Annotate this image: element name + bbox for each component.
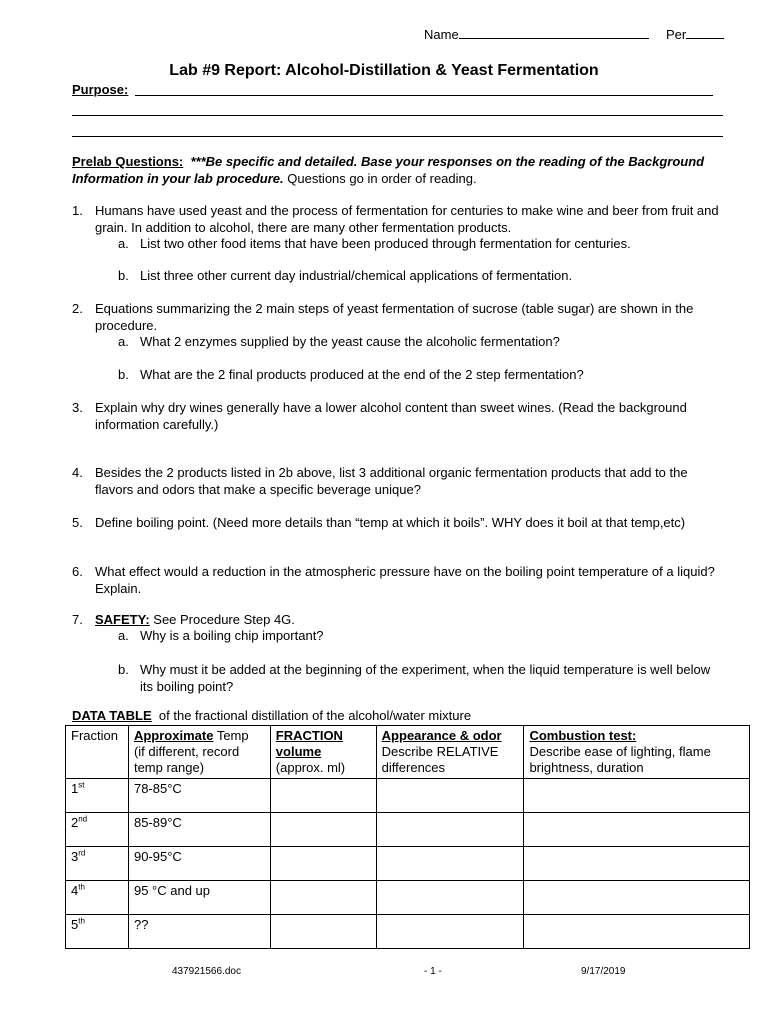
temp-cell: 95 °C and up — [128, 881, 270, 915]
question-text: Besides the 2 products listed in 2b above, list 3 additional organic fermentation products that add to the flavors and odors that make a specific beverage unique? — [95, 465, 688, 497]
data-table — [65, 725, 750, 949]
question-6 — [72, 563, 722, 597]
question-1a — [118, 235, 718, 252]
question-number: 7. — [72, 612, 83, 627]
sub-number: b. — [118, 367, 129, 382]
prelab-instructions: ***Be specific and detailed. Base your responses on the reading of the Background Information in your lab procedure. — [72, 154, 705, 186]
appearance-cell[interactable] — [376, 847, 524, 881]
name-label: Name — [424, 27, 459, 42]
footer-filename: 437921566.doc — [172, 966, 241, 977]
prelab-heading: Prelab Questions: — [72, 154, 184, 169]
combustion-cell[interactable] — [524, 779, 750, 813]
combustion-cell[interactable] — [524, 881, 750, 915]
purpose-label: Purpose: — [72, 82, 129, 97]
fraction-cell: 2nd — [66, 813, 129, 847]
question-3 — [72, 399, 722, 433]
appearance-cell[interactable] — [376, 813, 524, 847]
volume-cell[interactable] — [270, 779, 376, 813]
question-number: 3. — [72, 400, 83, 415]
question-number: 2. — [72, 301, 83, 316]
fraction-cell: 4th — [66, 881, 129, 915]
question-text: Humans have used yeast and the process of fermentation for centuries to make wine and beer from fruit and grain. In addition to alcohol, there are many other fermentation products. — [95, 203, 719, 235]
sub-text: Why is a boiling chip important? — [140, 628, 324, 643]
period-label: Per — [665, 27, 687, 42]
volume-cell[interactable] — [270, 915, 376, 949]
question-5 — [72, 514, 722, 531]
question-number: 6. — [72, 564, 83, 579]
prelab-intro — [72, 153, 712, 187]
data-table-caption-text: of the fractional distillation of the alcohol/water mixture — [151, 708, 472, 723]
table-row — [66, 779, 750, 813]
question-7 — [72, 611, 722, 628]
footer-date: 9/17/2019 — [581, 966, 626, 977]
appearance-cell[interactable] — [376, 915, 524, 949]
table-header-row — [66, 726, 750, 779]
temp-cell: 90-95°C — [128, 847, 270, 881]
sub-text: List three other current day industrial/chemical applications of fermentation. — [140, 268, 573, 283]
question-text: Explain why dry wines generally have a lower alcohol content than sweet wines. (Read the background information carefully.) — [95, 400, 687, 432]
combustion-cell[interactable] — [524, 813, 750, 847]
question-2b — [118, 366, 718, 383]
purpose-line-3[interactable] — [72, 136, 723, 137]
appearance-cell[interactable] — [376, 779, 524, 813]
fraction-cell: 3rd — [66, 847, 129, 881]
question-number: 4. — [72, 465, 83, 480]
question-7a — [118, 627, 718, 644]
question-text: See Procedure Step 4G. — [149, 612, 295, 627]
question-1b — [118, 267, 718, 284]
table-row — [66, 847, 750, 881]
temp-cell: 78-85°C — [128, 779, 270, 813]
purpose-line-1[interactable] — [135, 95, 713, 96]
question-text: Equations summarizing the 2 main steps of yeast fermentation of sucrose (table sugar) are shown in the procedure. — [95, 301, 694, 333]
sub-text: List two other food items that have been produced through fermentation for centuries. — [140, 236, 631, 251]
temp-cell: 85-89°C — [128, 813, 270, 847]
table-row — [66, 881, 750, 915]
volume-cell[interactable] — [270, 813, 376, 847]
sub-number: b. — [118, 268, 129, 283]
sub-text: What 2 enzymes supplied by the yeast cause the alcoholic fermentation? — [140, 334, 560, 349]
appearance-cell[interactable] — [376, 881, 524, 915]
volume-cell[interactable] — [270, 847, 376, 881]
prelab-order-note: Questions go in order of reading. — [283, 171, 477, 186]
header-volume: FRACTION volume (approx. ml) — [270, 726, 376, 779]
header-fraction: Fraction — [66, 726, 129, 779]
data-table-label: DATA TABLE — [72, 708, 152, 723]
name-field[interactable] — [459, 26, 649, 39]
question-7b — [118, 661, 718, 695]
question-text: What effect would a reduction in the atmospheric pressure have on the boiling point temperature of a liquid? Explain. — [95, 564, 715, 596]
purpose-line-2[interactable] — [72, 115, 723, 116]
header-temp: Approximate Temp (if different, record temp range) — [128, 726, 270, 779]
table-row — [66, 813, 750, 847]
page-title: Lab #9 Report: Alcohol-Distillation & Yeast Fermentation — [169, 62, 599, 79]
combustion-cell[interactable] — [524, 847, 750, 881]
name-period-line — [424, 26, 724, 42]
data-table-caption — [72, 708, 471, 723]
sub-number: a. — [118, 628, 129, 643]
volume-cell[interactable] — [270, 881, 376, 915]
header-appearance: Appearance & odor Describe RELATIVE differences — [376, 726, 524, 779]
temp-cell: ?? — [128, 915, 270, 949]
period-field[interactable] — [686, 26, 724, 39]
safety-label: SAFETY: — [95, 612, 150, 627]
question-2a — [118, 333, 718, 350]
footer-page-number: - 1 - — [424, 966, 442, 977]
question-number: 5. — [72, 515, 83, 530]
combustion-cell[interactable] — [524, 915, 750, 949]
question-2 — [72, 300, 722, 334]
question-number: 1. — [72, 203, 83, 218]
question-text: Define boiling point. (Need more details than “temp at which it boils”. WHY does it boil at that temp,etc) — [95, 515, 686, 530]
sub-number: a. — [118, 334, 129, 349]
question-4 — [72, 464, 722, 498]
sub-text: Why must it be added at the beginning of the experiment, when the liquid temperature is well below its boiling point? — [140, 662, 711, 694]
table-row — [66, 915, 750, 949]
header-combustion: Combustion test: Describe ease of lighting, flame brightness, duration — [524, 726, 750, 779]
fraction-cell: 1st — [66, 779, 129, 813]
question-1 — [72, 202, 722, 236]
sub-text: What are the 2 final products produced at the end of the 2 step fermentation? — [140, 367, 584, 382]
fraction-cell: 5th — [66, 915, 129, 949]
sub-number: a. — [118, 236, 129, 251]
sub-number: b. — [118, 662, 129, 677]
